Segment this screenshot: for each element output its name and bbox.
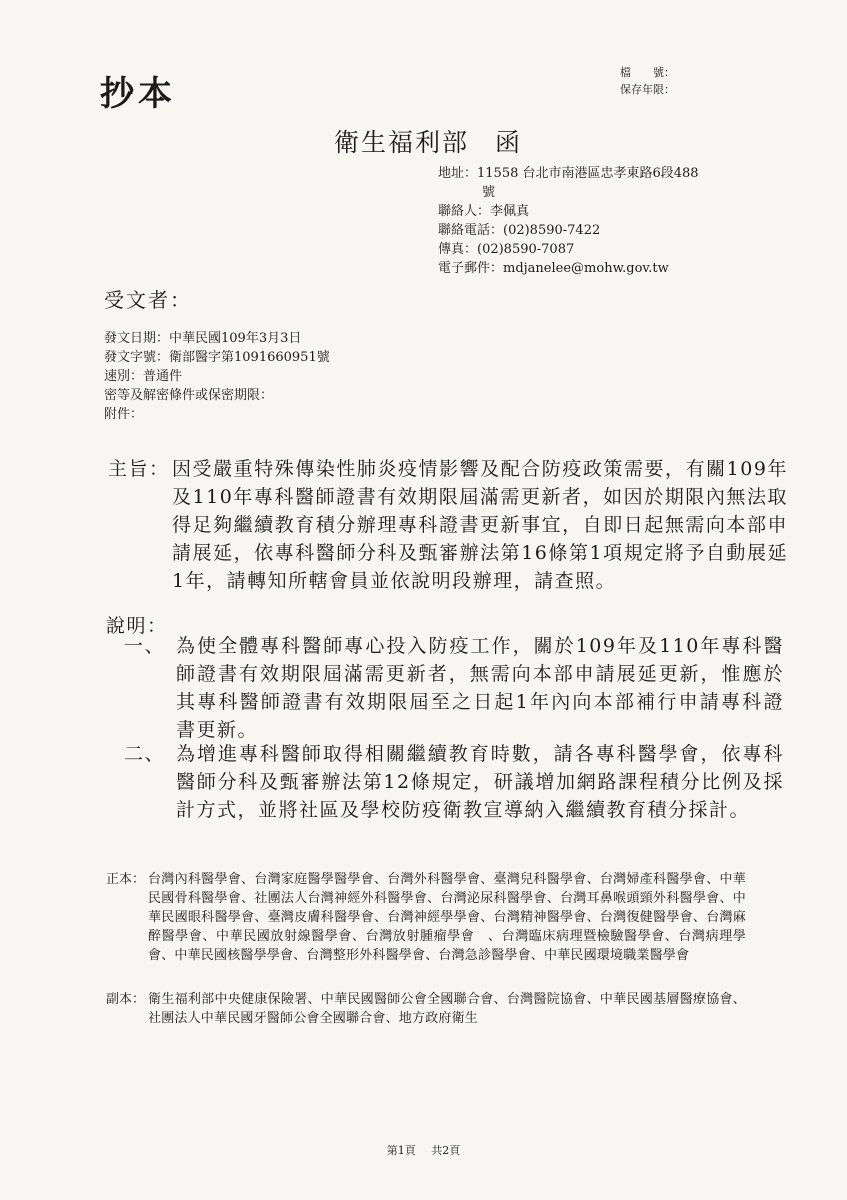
page-total: 共2頁 <box>431 1144 461 1157</box>
original-list: 台灣內科醫學會、台灣家庭醫學醫學會、台灣外科醫學會、臺灣兒科醫學會、台灣婦產科醫學會、中華民國骨科醫學會、社團法人台灣神經外科醫學會、台灣泌尿科醫學會、台灣耳鼻喉頭頸外科醫學會、中華民國眼科醫學會、臺灣皮膚科醫學會、台灣神經學學會、台灣精神醫學會、台灣復健醫學會、台灣麻醉醫學會、中華民國放射線醫學會、台灣放射腫瘤學會 、台灣臨床病理暨檢驗醫學會、台灣病理學會、中華民國核醫學學會、台灣整形外科醫學會、台灣急診醫學會、中華民國環境職業醫學會 <box>148 872 746 963</box>
original-label: 正本： <box>106 872 146 887</box>
contact-fax: 傳真：(02)8590-7087 <box>438 242 575 257</box>
address-line: 地址：11558 台北市南港區忠孝東路6段488 <box>438 166 699 181</box>
item-text: 為使全體專科醫師專心投入防疫工作，關於109年及110年專科醫師證書有效期限屆滿需更新者，無需向本部申請展延更新，惟應於其專科醫師證書有效期限屆至之日起1年內向本部補行申請專科證書更新。 <box>176 635 784 741</box>
contact-email: 電子郵件：mdjanelee@mohw.gov.tw <box>438 261 669 276</box>
agency-name: 衛生福利部 <box>334 128 470 157</box>
issue-date: 發文日期：中華民國109年3月3日 <box>104 331 302 346</box>
page-number: 第1頁 <box>386 1144 416 1157</box>
explanation-label: 說明： <box>106 615 168 637</box>
archive-number: 檔 號： <box>620 66 675 79</box>
recipient-label: 受文者： <box>104 288 192 312</box>
delivery-speed: 速別：普通件 <box>104 369 183 384</box>
document-number: 發文字號：衛部醫字第1091660951號 <box>104 350 330 365</box>
contact-person: 聯絡人：李佩真 <box>438 204 530 219</box>
copy-mark: 抄本 <box>100 74 176 114</box>
subject-section <box>108 455 788 595</box>
cc-label: 副本： <box>106 992 146 1007</box>
archive-info <box>620 64 675 98</box>
cc-list: 衛生福利部中央健康保險署、中華民國醫師公會全國聯合會、台灣醫院協會、中華民國基層醫療協會、社團法人中華民國牙醫師公會全國聯合會、地方政府衛生 <box>148 992 746 1026</box>
confidentiality: 密等及解密條件或保密期限： <box>104 388 274 403</box>
contact-phone: 聯絡電話：(02)8590-7422 <box>438 223 601 238</box>
page-footer <box>0 1142 847 1158</box>
item-text: 為增進專科醫師取得相關繼續教育時數，請各專科醫學會，依專科醫師分科及甄審辦法第12條規定，研議增加網路課程積分比例及採計方式，並將社區及學校防疫衛教宣導納入繼續教育積分採計。 <box>176 743 784 821</box>
document-type: 函 <box>495 128 523 157</box>
original-recipients <box>106 870 746 965</box>
cc-recipients <box>106 990 746 1028</box>
explanation-item <box>124 632 784 744</box>
explanation-item <box>124 740 784 824</box>
contact-block <box>438 164 699 278</box>
retention-period: 保存年限： <box>620 83 675 96</box>
attachment: 附件： <box>104 407 144 422</box>
document-meta <box>104 329 330 424</box>
address-line-2: 號 <box>482 185 496 200</box>
subject-label: 主旨： <box>108 458 170 480</box>
item-number: 二、 <box>124 743 166 765</box>
subject-text: 因受嚴重特殊傳染性肺炎疫情影響及配合防疫政策需要，有關109年及110年專科醫師證書有效期限屆滿需更新者，如因於期限內無法取得足夠繼續教育積分辦理專科證書更新事宜，自即日起無需向本部申請展延，依專科醫師分科及甄審辦法第16條第1項規定將予自動展延1年，請轉知所轄會員並依說明段辦理，請查照。 <box>172 458 788 592</box>
item-number: 一、 <box>124 635 166 657</box>
document-title <box>334 123 522 159</box>
